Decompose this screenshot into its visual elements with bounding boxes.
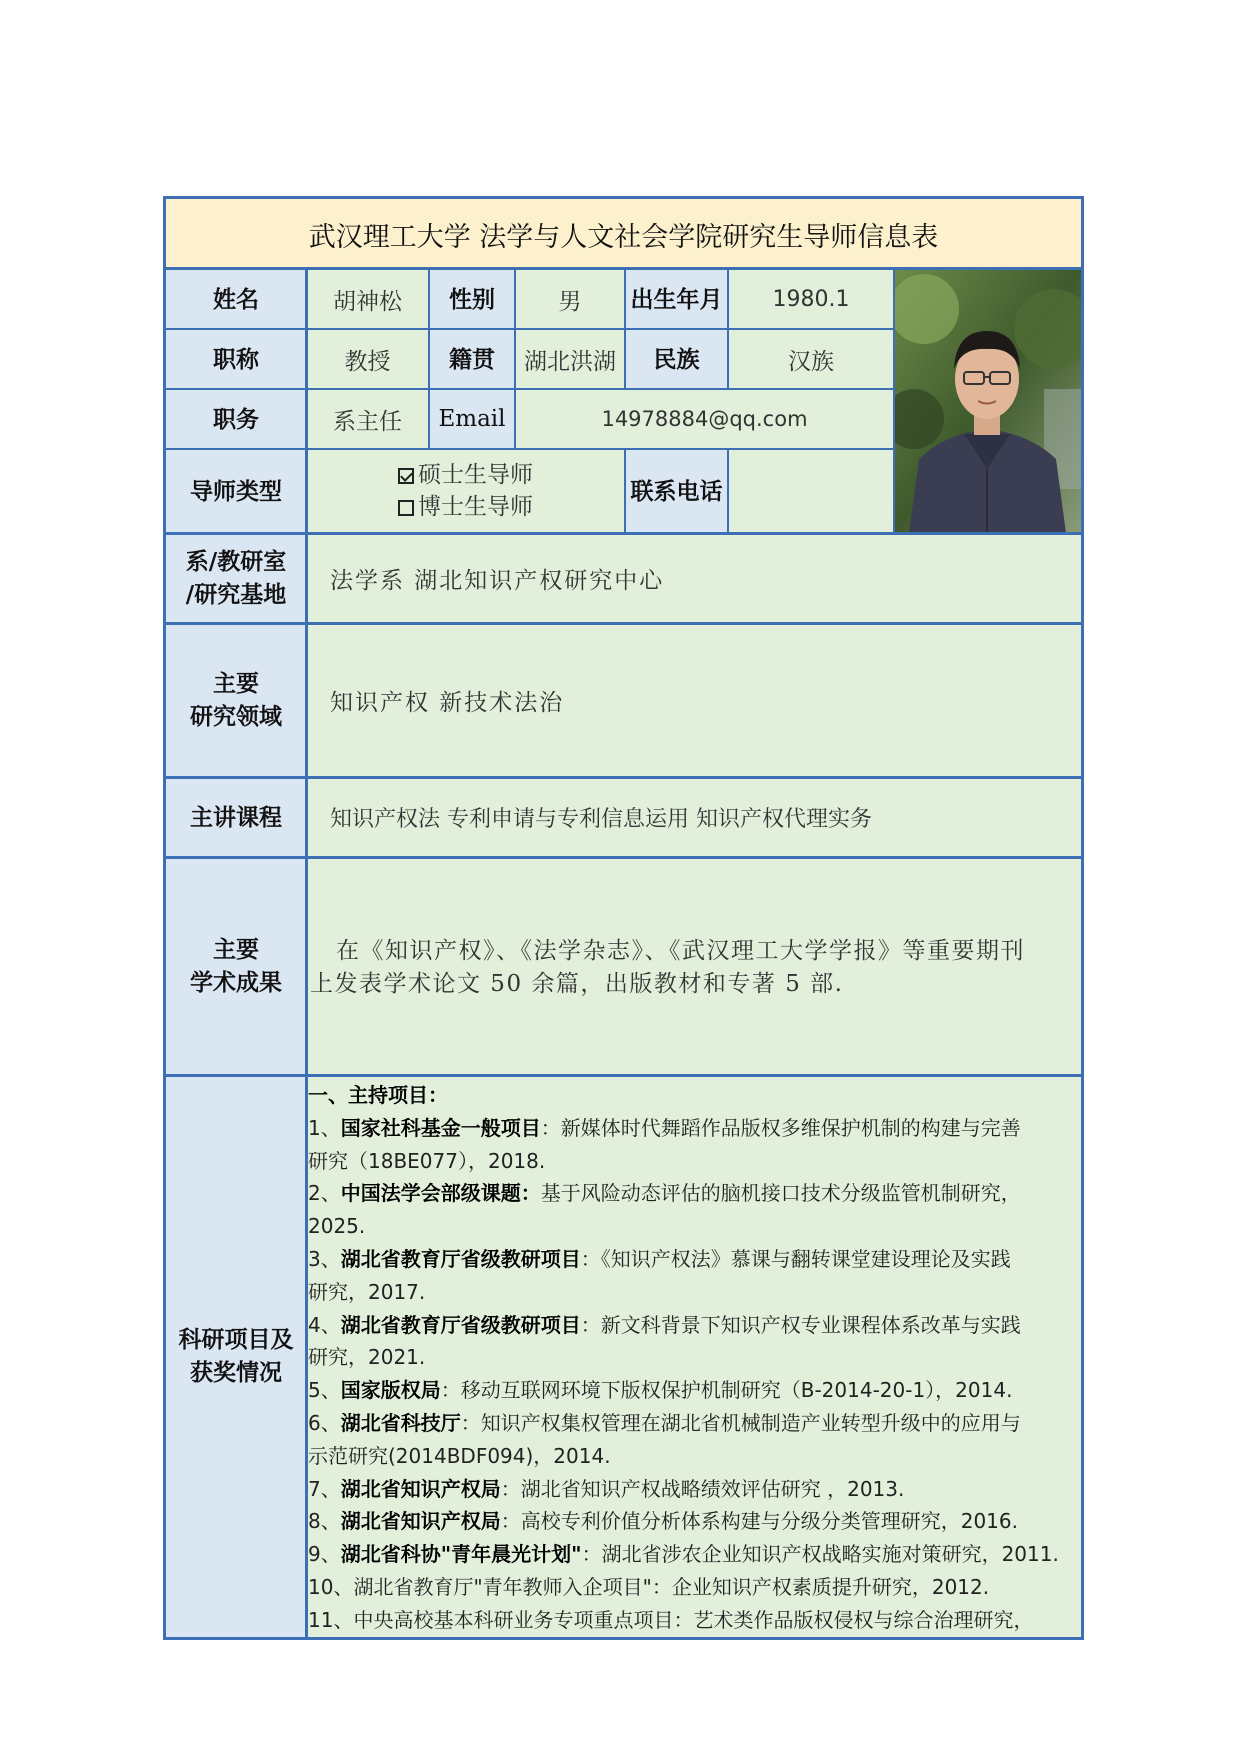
project-text: ：移动互联网环境下版权保护机制研究（B-2014-20-1），2014. [440,1378,1013,1403]
project-line [308,1177,1081,1210]
field-value: 知识产权 新技术法治 [306,623,1081,777]
project-text: 中央高校基本科研业务专项重点项目：艺术类作品版权侵权与综合治理研究， [353,1607,1034,1632]
dept-value: 法学系 湖北知识产权研究中心 [306,533,1081,623]
projects-list [308,1112,1081,1637]
project-text: ：高校专利价值分析体系构建与分级分类管理研究，2016. [500,1509,1018,1534]
projects-value [306,1075,1081,1637]
project-line [308,1604,1081,1637]
achievements-label [166,857,306,1075]
project-text: 研究，2021. [308,1345,426,1370]
origin-label: 籍贯 [429,329,515,389]
project-text: 2025. [308,1214,366,1239]
info-sheet [163,196,1084,1640]
project-source: 湖北省科协"青年晨光计划" [340,1542,582,1567]
project-line [308,1112,1081,1145]
project-number: 2、 [308,1181,341,1206]
gender-label: 性别 [429,269,515,329]
project-source: 湖北省科技厅 [340,1410,461,1435]
dept-label-line1: 系/教研室 [185,548,287,575]
achievements-value [306,857,1081,1075]
project-text: 湖北省教育厅"青年教师入企项目"：企业知识产权素质提升研究，2012. [353,1574,990,1599]
checkbox-empty-icon[interactable] [398,500,414,516]
project-text: 研究，2017. [308,1279,426,1304]
project-source: 中国法学会部级课题： [340,1181,541,1206]
supervisor-type-label: 导师类型 [166,449,306,533]
project-number: 10、 [308,1574,354,1599]
project-number: 3、 [308,1246,341,1271]
sheet-title: 武汉理工大学 法学与人文社会学院研究生导师信息表 [166,199,1081,269]
supervisor-master-label: 硕士生导师 [418,462,533,488]
birth-label: 出生年月 [625,269,728,329]
portrait-photo [894,269,1081,533]
dept-label-line2: /研究基地 [185,581,287,608]
project-line [308,1276,1081,1309]
supervisor-master-option[interactable] [398,459,533,491]
phone-label: 联系电话 [625,449,728,533]
project-number: 6、 [308,1410,341,1435]
project-source: 湖北省知识产权局 [340,1476,501,1501]
project-source: 国家版权局 [340,1378,441,1403]
project-line [308,1341,1081,1374]
project-line [308,1243,1081,1276]
project-line [308,1505,1081,1538]
rank-value: 教授 [306,329,429,389]
project-source: 湖北省知识产权局 [340,1509,501,1534]
project-number: 11、 [308,1607,354,1632]
project-number: 7、 [308,1476,341,1501]
project-line [308,1210,1081,1243]
project-source: 湖北省教育厅省级教研项目 [340,1246,581,1271]
name-label: 姓名 [166,269,306,329]
supervisor-doctor-option[interactable] [398,491,533,523]
projects-heading: 一、主持项目： [308,1083,448,1107]
origin-value: 湖北洪湖 [515,329,625,389]
rank-label: 职称 [166,329,306,389]
projects-label-line2: 获奖情况 [190,1359,282,1386]
achievements-label-line1: 主要 [213,936,259,963]
project-number: 5、 [308,1378,341,1403]
courses-value: 知识产权法 专利申请与专利信息运用 知识产权代理实务 [306,777,1081,857]
project-line [308,1407,1081,1440]
project-text: ：《知识产权法》慕课与翻转课堂建设理论及实践 [580,1246,1011,1271]
achievements-line2: 上发表学术论文 50 余篇，出版教材和专著 5 部. [310,971,844,997]
project-text: ：湖北省知识产权战略绩效评估研究 ，2013. [500,1476,905,1501]
project-number: 9、 [308,1542,341,1567]
project-text: 基于风险动态评估的脑机接口技术分级监管机制研究， [540,1181,1021,1206]
project-source: 国家社科基金一般项目 [340,1115,541,1140]
project-line [308,1374,1081,1407]
dept-label [166,533,306,623]
birth-value: 1980.1 [728,269,894,329]
phone-value [728,449,894,533]
project-line [308,1571,1081,1604]
project-number: 4、 [308,1312,341,1337]
portrait-image [894,269,1081,533]
field-label-line2: 研究领域 [190,703,282,730]
project-number: 1、 [308,1115,341,1140]
project-text: ：新文科背景下知识产权专业课程体系改革与实践 [580,1312,1021,1337]
project-text: 研究（18BE077），2018. [308,1148,546,1173]
project-line [308,1440,1081,1473]
achievements-line1: 在《知识产权》、《法学杂志》、《武汉理工大学学报》等重要期刊 [336,938,1025,964]
field-label-line1: 主要 [213,670,259,697]
supervisor-doctor-label: 博士生导师 [418,494,533,520]
projects-label-line1: 科研项目及 [178,1326,294,1353]
email-label: Email [429,389,515,449]
checkbox-checked-icon[interactable] [398,468,414,484]
project-text: ：新媒体时代舞蹈作品版权多维保护机制的构建与完善 [540,1115,1021,1140]
project-text: ：湖北省涉农企业知识产权战略实施对策研究，2011. [581,1542,1059,1567]
project-text: ：知识产权集权管理在湖北省机械制造产业转型升级中的应用与 [460,1410,1021,1435]
project-line [308,1309,1081,1342]
ethnicity-value: 汉族 [728,329,894,389]
project-text: 示范研究(2014BDF094)，2014. [308,1443,611,1468]
email-value: 14978884@qq.com [515,389,894,449]
project-source: 湖北省教育厅省级教研项目 [340,1312,581,1337]
project-number: 8、 [308,1509,341,1534]
gender-value: 男 [515,269,625,329]
field-label [166,623,306,777]
projects-label [166,1075,306,1637]
courses-label: 主讲课程 [166,777,306,857]
project-line [308,1145,1081,1178]
achievements-label-line2: 学术成果 [190,969,282,996]
name-value: 胡神松 [306,269,429,329]
project-line [308,1473,1081,1506]
position-value: 系主任 [306,389,429,449]
position-label: 职务 [166,389,306,449]
project-line [308,1538,1081,1571]
ethnicity-label: 民族 [625,329,728,389]
supervisor-type-options [306,449,625,533]
